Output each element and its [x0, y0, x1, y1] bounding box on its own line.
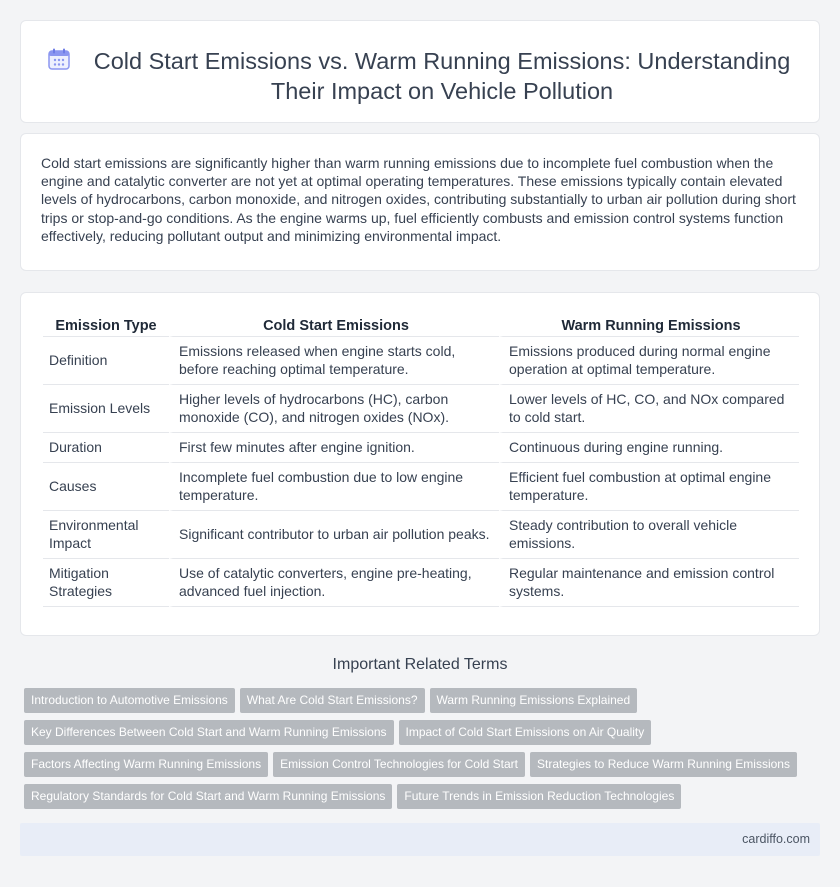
related-term-tag[interactable]: Regulatory Standards for Cold Start and Warm Running Emissions	[24, 784, 392, 809]
column-header-warm-running: Warm Running Emissions	[499, 315, 799, 337]
table-row	[43, 385, 799, 433]
table-row	[43, 511, 799, 559]
related-term-tag[interactable]: Introduction to Automotive Emissions	[24, 688, 235, 713]
related-term-tag[interactable]: Factors Affecting Warm Running Emissions	[24, 752, 268, 777]
page-title: Cold Start Emissions vs. Warm Running Emissions: Understanding Their Impact on Vehicle Pollution	[93, 48, 791, 104]
cold-start-cell: Significant contributor to urban air pollution peaks.	[169, 511, 499, 559]
related-term-tag[interactable]: Warm Running Emissions Explained	[430, 688, 638, 713]
related-term-tag[interactable]: Key Differences Between Cold Start and Warm Running Emissions	[24, 720, 394, 745]
footer	[20, 823, 820, 856]
row-label: Definition	[43, 337, 169, 385]
table-header-row	[43, 315, 799, 337]
related-term-tag[interactable]: Strategies to Reduce Warm Running Emissions	[530, 752, 797, 777]
tag-row	[24, 720, 824, 752]
cold-start-cell: Emissions released when engine starts cold, before reaching optimal temperature.	[169, 337, 499, 385]
calendar-icon	[47, 47, 71, 71]
cold-start-cell: Incomplete fuel combustion due to low engine temperature.	[169, 463, 499, 511]
footer-site-link[interactable]: cardiffo.com	[742, 832, 810, 846]
related-term-tag[interactable]: What Are Cold Start Emissions?	[240, 688, 425, 713]
row-label: Emission Levels	[43, 385, 169, 433]
related-term-tag[interactable]: Future Trends in Emission Reduction Technologies	[397, 784, 681, 809]
cold-start-cell: Use of catalytic converters, engine pre-heating, advanced fuel injection.	[169, 559, 499, 607]
title-card	[20, 20, 820, 123]
comparison-table-card	[20, 292, 820, 636]
tag-row	[24, 752, 824, 784]
cold-start-cell: First few minutes after engine ignition.	[169, 433, 499, 463]
table-row	[43, 337, 799, 385]
warm-running-cell: Steady contribution to overall vehicle emissions.	[499, 511, 799, 559]
intro-paragraph: Cold start emissions are significantly higher than warm running emissions due to incomplete fuel combustion when the engine and catalytic converter are not yet at optimal operating temperatures. These emissions typically contain elevated levels of hydrocarbons, carbon monoxide, and nitrogen oxides, contributing substantially to urban air pollution during short trips or stop-and-go conditions. As the engine warms up, fuel efficiently combusts and emission control systems function effectively, reducing pollutant output and minimizing environmental impact.	[41, 155, 796, 244]
row-label: Causes	[43, 463, 169, 511]
column-header-cold-start: Cold Start Emissions	[169, 315, 499, 337]
related-term-tag[interactable]: Impact of Cold Start Emissions on Air Quality	[399, 720, 652, 745]
tag-row	[24, 688, 824, 720]
column-header-emission-type: Emission Type	[43, 315, 169, 337]
table-row	[43, 559, 799, 607]
row-label: Environmental Impact	[43, 511, 169, 559]
comparison-table	[43, 315, 799, 607]
table-row	[43, 463, 799, 511]
cold-start-cell: Higher levels of hydrocarbons (HC), carbon monoxide (CO), and nitrogen oxides (NOx).	[169, 385, 499, 433]
related-terms-list	[24, 688, 824, 816]
table-row	[43, 433, 799, 463]
row-label: Mitigation Strategies	[43, 559, 169, 607]
warm-running-cell: Regular maintenance and emission control systems.	[499, 559, 799, 607]
intro-card	[20, 133, 820, 271]
warm-running-cell: Emissions produced during normal engine operation at optimal temperature.	[499, 337, 799, 385]
warm-running-cell: Continuous during engine running.	[499, 433, 799, 463]
related-term-tag[interactable]: Emission Control Technologies for Cold Start	[273, 752, 525, 777]
row-label: Duration	[43, 433, 169, 463]
tag-row	[24, 784, 824, 816]
warm-running-cell: Lower levels of HC, CO, and NOx compared to cold start.	[499, 385, 799, 433]
warm-running-cell: Efficient fuel combustion at optimal engine temperature.	[499, 463, 799, 511]
related-terms-heading: Important Related Terms	[332, 656, 508, 673]
